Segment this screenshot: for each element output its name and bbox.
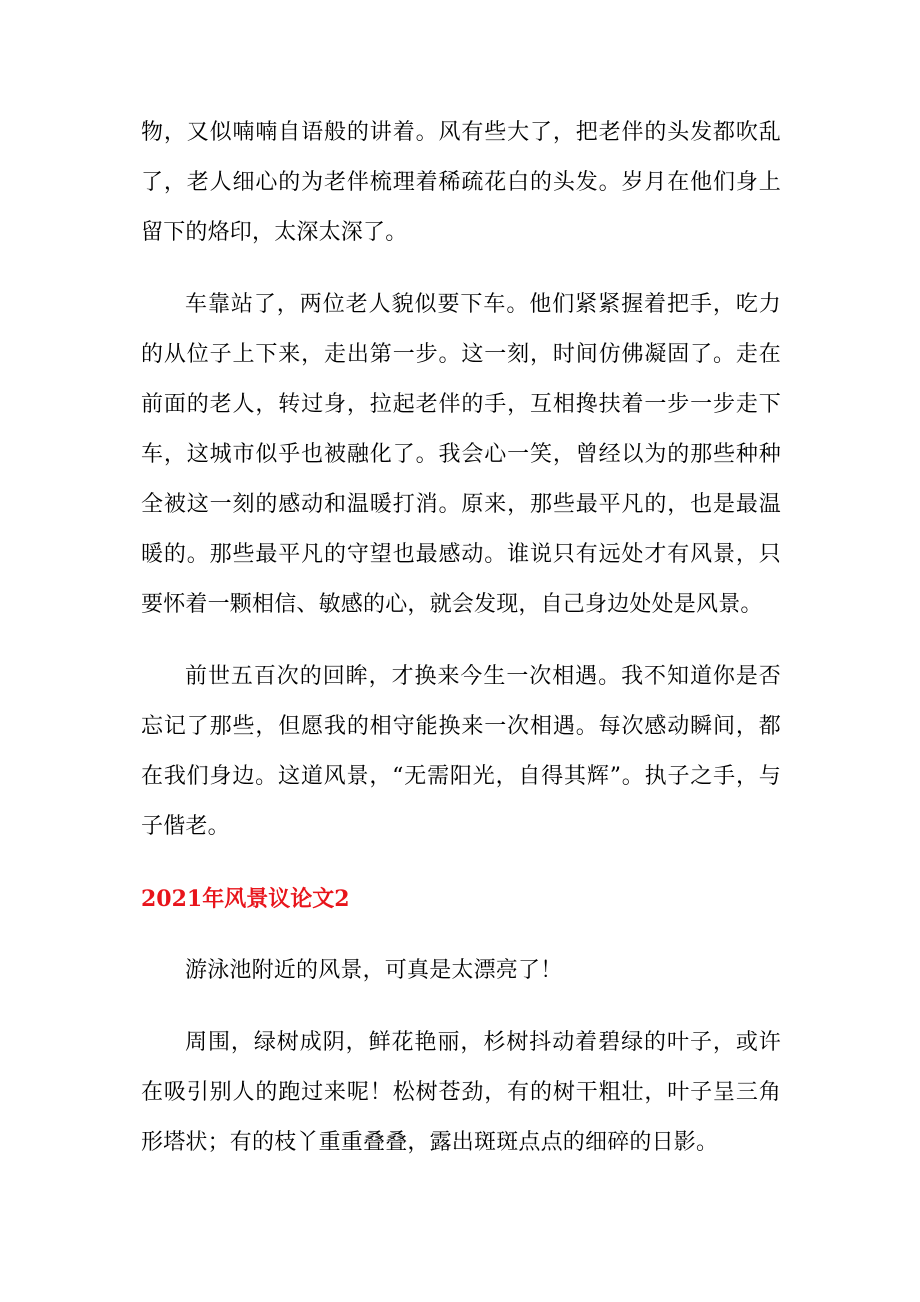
paragraph-4: 游泳池附近的风景，可真是太漂亮了！ bbox=[185, 958, 563, 983]
paragraph-1: 物，又似喃喃自语般的讲着。风有些大了，把老伴的头发都吹乱了，老人细心的为老伴梳理着稀疏花白的头发。岁月在他们身上留下的烙印，太深太深了。 bbox=[141, 120, 781, 245]
section-heading: 2021年风景议论文2 bbox=[141, 886, 350, 912]
paragraph-2: 车靠站了，两位老人貌似要下车。他们紧紧握着把手，吃力的从位子上下来，走出第一步。这一刻，时间仿佛凝固了。走在前面的老人，转过身，拉起老伴的手，互相搀扶着一步一步走下车，这城市似乎也被融化了。我会心一笑，曾经以为的那些种种全被这一刻的感动和温暖打消。原来，那些最平凡的，也是最温暖的。那些最平凡的守望也最感动。谁说只有远处才有风景，只要怀着一颗相信、敏感的心，就会发现，自己身边处处是风景。 bbox=[141, 292, 781, 617]
paragraph-3: 前世五百次的回眸，才换来今生一次相遇。我不知道你是否忘记了那些，但愿我的相守能换来一次相遇。每次感动瞬间，都在我们身边。这道风景，“无需阳光，自得其辉”。执子之手，与子偕老。 bbox=[141, 664, 781, 839]
paragraph-5: 周围，绿树成阴，鲜花艳丽，杉树抖动着碧绿的叶子，或许在吸引别人的跑过来呢！松树苍劲，有的树干粗壮，叶子呈三角形塔状；有的枝丫重重叠叠，露出斑斑点点的细碎的日影。 bbox=[141, 1030, 781, 1155]
document-body bbox=[141, 108, 781, 1168]
